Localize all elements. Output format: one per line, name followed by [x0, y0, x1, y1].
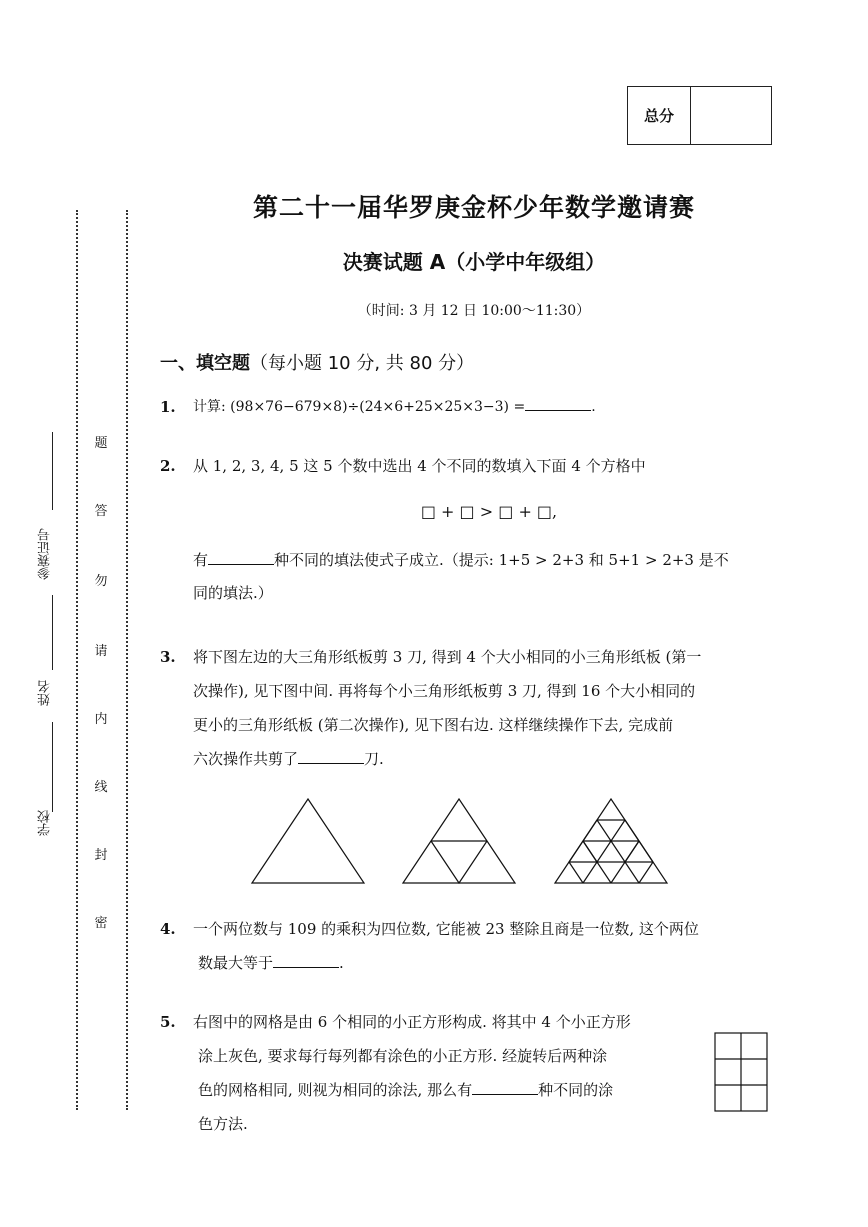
id-label: 参赛证号 [38, 528, 53, 580]
answer-blank-1[interactable] [525, 396, 591, 411]
section-note: （每小题 10 分, 共 80 分） [250, 353, 475, 374]
score-cell[interactable] [691, 87, 771, 144]
question-2-formula: □ + □ > □ + □, [420, 502, 558, 521]
question-4-post: . [339, 954, 344, 972]
question-3-line2: 次操作), 见下图中间. 再将每个小三角形纸板剪 3 刀, 得到 16 个大小相同的 [193, 682, 696, 700]
question-3-line4 [193, 742, 384, 776]
question-number: 2. [160, 457, 176, 475]
name-label: 姓名 [38, 680, 53, 706]
question-1-line: 计算: (98×76−679×8)÷(24×6+25×25×3−3) = [193, 399, 526, 415]
question-5-post: 种不同的涂 [538, 1081, 614, 1099]
dotted-line-outer [76, 210, 78, 1110]
question-3-line1: 将下图左边的大三角形纸板剪 3 刀, 得到 4 个大小相同的小三角形纸板 (第一 [193, 648, 702, 666]
score-box [627, 86, 772, 145]
answer-blank-3[interactable] [298, 749, 364, 764]
question-4-line1: 一个两位数与 109 的乘积为四位数, 它能被 23 整除且商是一位数, 这个两位 [193, 920, 699, 938]
question-number: 5. [160, 1013, 176, 1031]
question-5-pre: 色的网格相同, 则视为相同的涂法, 那么有 [198, 1081, 473, 1099]
question-2-line2 [193, 543, 729, 577]
question-5-line2: 涂上灰色, 要求每行每列都有涂色的小正方形. 经旋转后两种涂 [198, 1047, 608, 1065]
question-5-line4: 色方法. [198, 1115, 248, 1133]
question-3-post: 刀. [364, 750, 384, 768]
question-number: 1. [160, 398, 176, 416]
question-5-line1: 右图中的网格是由 6 个相同的小正方形构成. 将其中 4 个小正方形 [193, 1013, 631, 1031]
triangles-figure [245, 795, 775, 890]
seal-char: 内 [94, 712, 108, 727]
answer-blank-4[interactable] [273, 953, 339, 968]
seal-char: 勿 [94, 574, 108, 589]
score-label: 总分 [628, 87, 691, 144]
name-field-line[interactable] [52, 595, 53, 670]
question-1-end: . [591, 399, 596, 415]
question-2-line3: 同的填法.） [193, 584, 273, 602]
question-2-line1: 从 1, 2, 3, 4, 5 这 5 个数中选出 4 个不同的数填入下面 4 个方格中 [193, 457, 646, 475]
triangle-cut-twice [555, 799, 667, 883]
school-label: 学校 [38, 810, 53, 836]
question-4-line2 [198, 946, 344, 980]
question-4-pre: 数最大等于 [198, 954, 274, 972]
triangle-whole [252, 799, 364, 883]
answer-blank-5[interactable] [472, 1080, 538, 1095]
section-title: 一、填空题 [160, 353, 250, 374]
section-heading [160, 349, 474, 375]
grid-figure [714, 1032, 770, 1114]
seal-char: 线 [94, 780, 108, 795]
question-5-line3 [198, 1073, 613, 1107]
question-2-post: 种不同的填法使式子成立.（提示: 1+5 > 2+3 和 5+1 > 2+3 是不 [274, 551, 729, 569]
id-field-line[interactable] [52, 432, 53, 510]
question-3-pre: 六次操作共剪了 [193, 750, 299, 768]
school-field-line[interactable] [52, 722, 53, 812]
question-number: 4. [160, 920, 176, 938]
page-subtitle: 决赛试题 A（小学中年级组） [342, 250, 606, 274]
page-title: 第二十一届华罗庚金杯少年数学邀请赛 [252, 193, 695, 222]
exam-time: （时间: 3 月 12 日 10:00～11:30） [357, 303, 591, 319]
seal-char: 请 [94, 644, 108, 659]
seal-char: 封 [94, 848, 108, 863]
question-2-pre: 有 [193, 551, 209, 569]
question-1-text [193, 390, 596, 424]
dotted-line-inner [126, 210, 128, 1110]
seal-char: 答 [94, 504, 108, 519]
answer-blank-2[interactable] [208, 550, 274, 565]
question-number: 3. [160, 648, 176, 666]
question-3-line3: 更小的三角形纸板 (第二次操作), 见下图右边. 这样继续操作下去, 完成前 [193, 716, 674, 734]
seal-char: 密 [94, 916, 108, 931]
seal-char: 题 [94, 436, 108, 451]
triangle-cut-once [403, 799, 515, 883]
